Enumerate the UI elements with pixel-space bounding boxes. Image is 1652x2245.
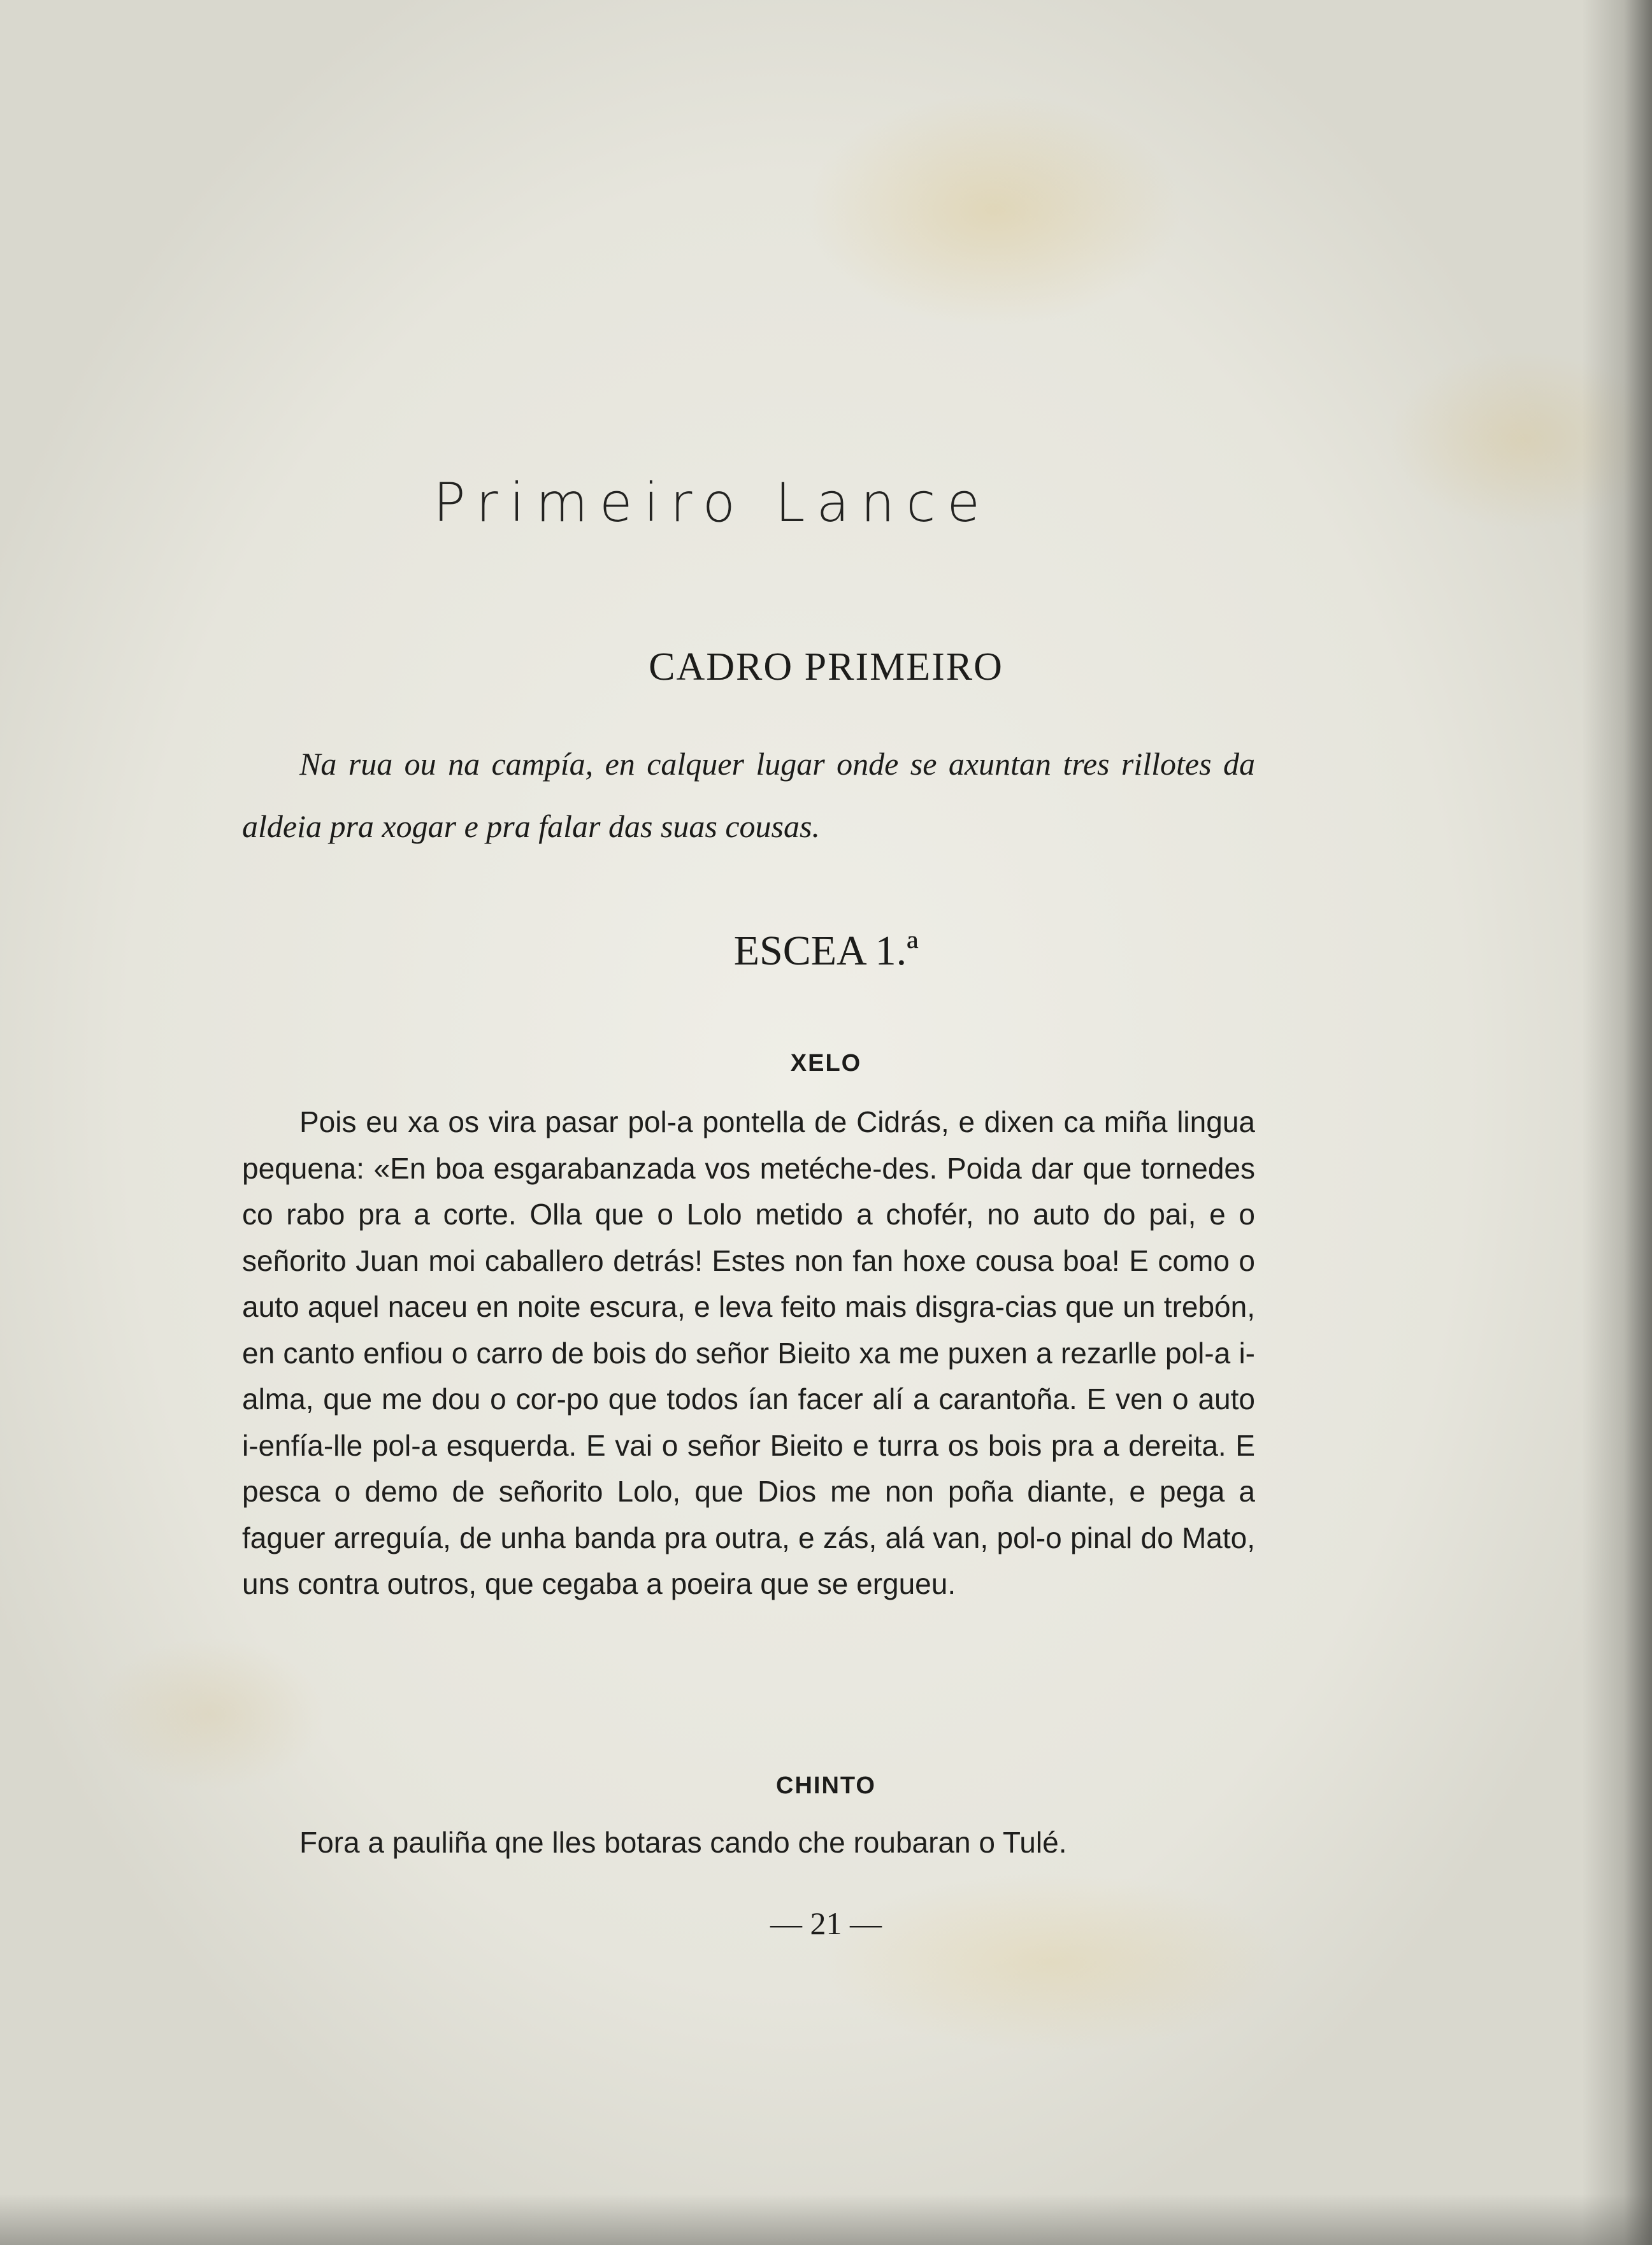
speech-paragraph: Pois eu xa os vira pasar pol-a pontella de Cidrás, e dixen ca miña lingua pequena: «En boa esgarabanzada vos metéche-des. Poida dar que tornedes co rabo pra a corte. Olla que o Lolo metido a chofér, no auto do pai, e o señorito Juan moi caballero detrás! Estes non fan hoxe cousa boa! E como o auto aquel naceu en noite escura, e leva feito mais disgra-cias que un trebón, en canto enfiou o carro de bois do señor Bieito xa me puxen a rezarlle pol-a i-alma, que me dou o cor-po que todos ían facer alí a carantoña. E ven o auto i-enfía-lle pol-a esquerda. E vai o señor Bieito e turra os bois pra a dereita. E pesca o demo de señorito Lolo, que Dios me non poña diante, e pega a faguer arreguía, de unha banda pra outra, e zás, alá van, pol-o pinal do Mato, uns contra outros, que cegaba a poeira que se ergueu.	[242, 1105, 1255, 1600]
stage-direction: Na rua ou na campía, en calquer lugar onde se axuntan tres rillotes da aldeia pra xogar e pra falar das suas cousas.	[242, 746, 1255, 844]
scene-title: ESCEA 1.ª	[733, 928, 919, 974]
page-number: — 21 —	[770, 1905, 882, 1941]
speaker-name: CHINTO	[776, 1772, 876, 1799]
speech-paragraph: Fora a pauliña qne lles botaras cando che roubaran o Tulé.	[299, 1826, 1067, 1859]
act-title: Primeiro Lance	[433, 471, 992, 534]
tableau-title: CADRO PRIMEIRO	[649, 645, 1003, 689]
page-bottom-shadow	[0, 2194, 1652, 2245]
speaker-name: XELO	[790, 1050, 862, 1077]
